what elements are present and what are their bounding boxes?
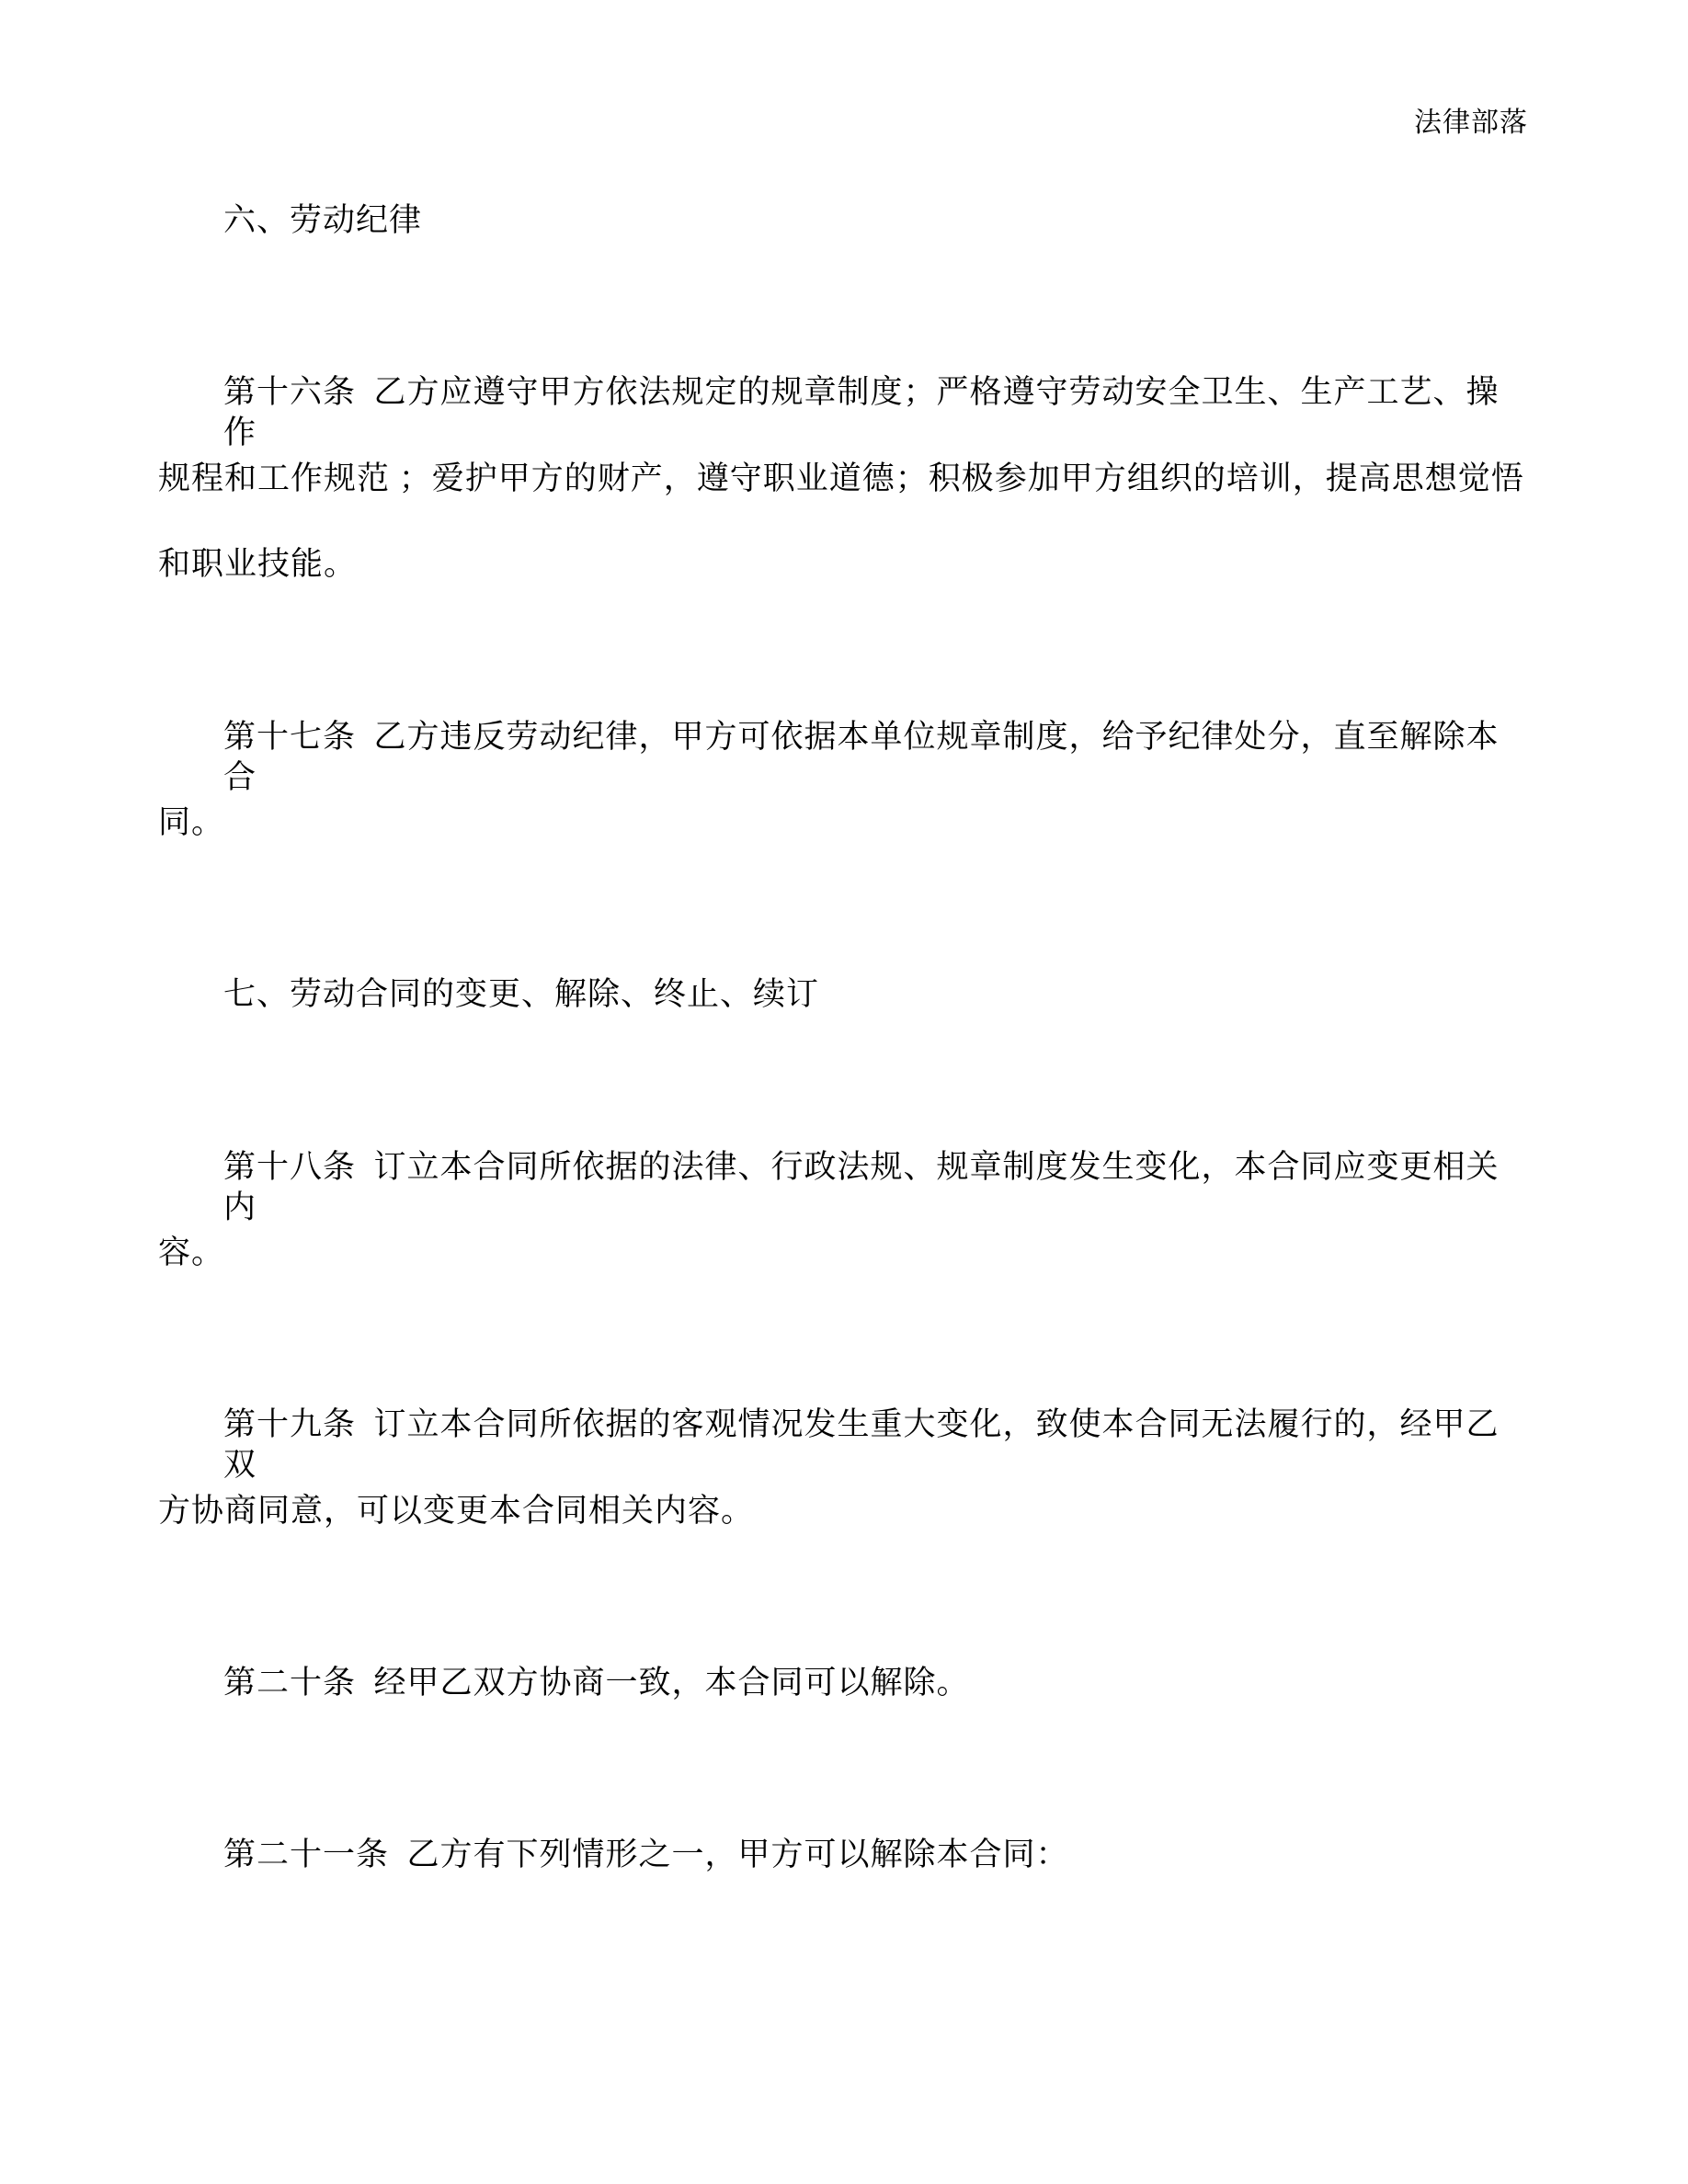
text-line: 第二十条 经甲乙双方协商一致，本合同可以解除。 [223,1665,970,1701]
text-line: 方协商同意，可以变更本合同相关内容。 [158,1492,755,1529]
blank-line [158,1319,1528,1405]
document-body [158,200,1528,1921]
page-header-brand: 法律部落 [1414,108,1528,138]
blank-line [158,1061,1528,1147]
text-line: 第二十一条 乙方有下列情形之一，甲方可以解除本合同： [223,1837,1069,1873]
blank-line [158,889,1528,975]
text-line: 容。 [158,1234,225,1271]
text-line: 和职业技能。 [158,546,358,583]
text-line: 第十六条 乙方应遵守甲方依法规定的规章制度；严格遵守劳动安全卫生、生产工艺、操作 [223,374,1500,451]
text-line: 第十八条 订立本合同所依据的法律、行政法规、规章制度发生变化，本合同应变更相关内 [223,1148,1500,1225]
text-line: 规程和工作规范 ；爱护甲方的财产，遵守职业道德；积极参加甲方组织的培训，提高思想觉悟 [158,460,1524,496]
text-line: 六、劳动纪律 [223,202,423,238]
blank-line [158,287,1528,373]
blank-line [158,631,1528,717]
text-line: 七、劳动合同的变更、解除、终止、续订 [223,976,820,1013]
text-line: 第十九条 订立本合同所依据的客观情况发生重大变化，致使本合同无法履行的，经甲乙双 [223,1406,1500,1484]
text-line: 同。 [158,804,225,841]
blank-line [158,1749,1528,1836]
text-line: 第十七条 乙方违反劳动纪律，甲方可依据本单位规章制度，给予纪律处分，直至解除本合 [223,718,1500,795]
blank-line [158,1577,1528,1664]
